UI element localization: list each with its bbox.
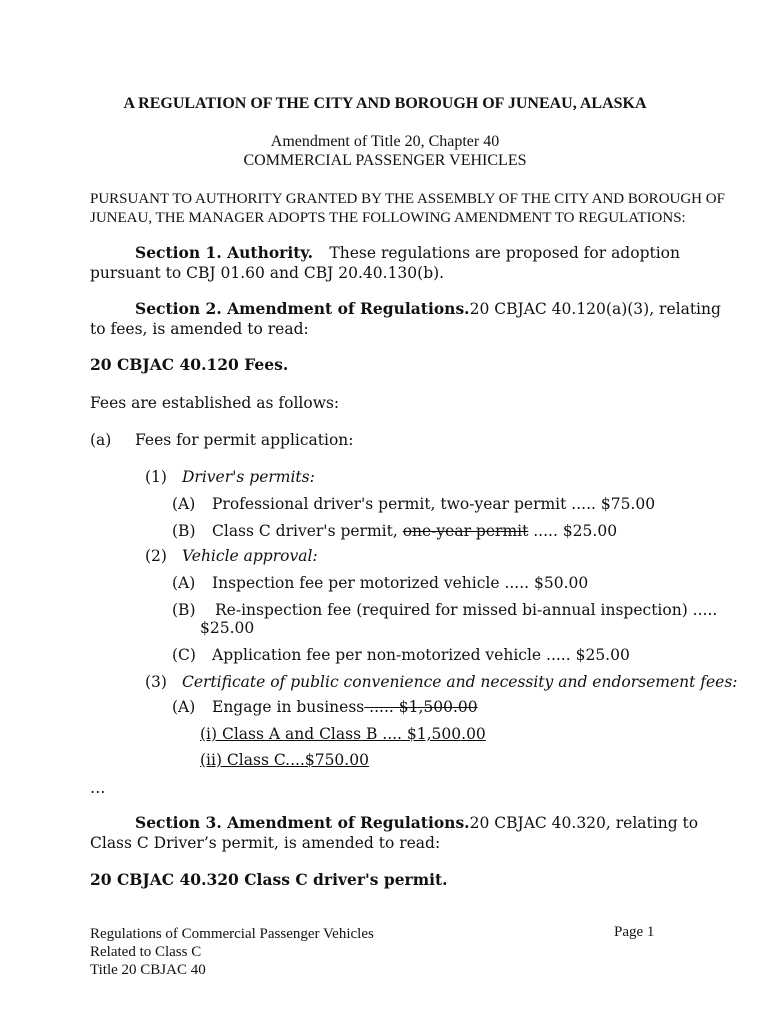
fees-item-2C-text: Application fee per non-motorized vehicle ..... $25.00 [212,646,630,664]
section2-heading: Section 2. Amendment of Regulations. [135,299,470,318]
fees-item-1 [145,467,735,487]
fees-item-2A-text: Inspection fee per motorized vehicle ..... $50.00 [212,574,589,592]
section2-text-1: 20 CBJAC 40.120(a)(3), relating [469,300,721,318]
fees-item-1A [172,494,762,514]
section1-heading: Section 1. Authority. [135,243,314,262]
section2-line-1 [135,299,721,319]
section2-text-2: to fees, is amended to read: [90,320,309,338]
fees-item-1A-text: Professional driver's permit, two-year permit ..... $75.00 [212,495,656,513]
fees-item-3A-label: (A) [172,698,196,716]
fees-intro: Fees are established as follows: [90,394,340,412]
fees-item-2B-text-2: $25.00 [200,619,255,637]
preamble-line-1: PURSUANT TO AUTHORITY GRANTED BY THE ASSEMBLY OF THE CITY AND BOROUGH OF [90,191,725,207]
section3-text-2: Class C Driver’s permit, is amended to read: [90,834,441,852]
fees-item-2C [172,645,762,665]
document-title: A REGULATION OF THE CITY AND BOROUGH OF JUNEAU, ALASKA [123,95,647,112]
document-subtitle-chapter: COMMERCIAL PASSENGER VEHICLES [243,152,527,169]
fees-item-a-label: (a) [90,431,112,449]
document-subtitle-amendment: Amendment of Title 20, Chapter 40 [270,133,500,150]
fees-item-3-text: Certificate of public convenience and necessity and endorsement fees: [182,673,738,691]
section3-line-1 [135,813,699,833]
section3-heading: Section 3. Amendment of Regulations. [135,813,470,832]
fees-item-1-label: (1) [145,468,167,486]
fees-item-1B-text-pre: Class C driver's permit, [212,522,403,540]
fees-item-2 [145,546,735,566]
fees-item-3A-text [212,697,478,717]
fees-item-2B [172,600,718,620]
fees-item-2A-label: (A) [172,574,196,592]
section1-text-1: These regulations are proposed for adoption [329,244,680,262]
fees-item-3A-i: (i) Class A and Class B .... $1,500.00 [200,725,486,743]
fees-item-a-text: Fees for permit application: [135,431,354,449]
fees-item-2A [172,573,762,593]
fees-item-1B [172,521,762,541]
fees-item-3A-ii: (ii) Class C....$750.00 [200,751,369,769]
fees-ellipsis: … [90,779,106,797]
fees-item-1B-text-post: ..... $25.00 [528,522,618,540]
fees-item-1B-text [212,521,617,541]
fees-item-2-text: Vehicle approval: [182,547,318,565]
fees-item-3A [172,697,762,717]
fees-item-1B-label: (B) [172,522,196,540]
footer-line-2: Related to Class C [90,944,202,960]
section3-subheading: 20 CBJAC 40.320 Class C driver's permit. [90,870,448,889]
fees-item-2B-label: (B) [172,601,196,619]
preamble-line-2: JUNEAU, THE MANAGER ADOPTS THE FOLLOWING AMENDMENT TO REGULATIONS: [90,210,686,226]
section3-text-1: 20 CBJAC 40.320, relating to [469,814,699,832]
fees-item-2B-text: Re-inspection fee (required for missed bi-annual inspection) ..... [215,601,718,619]
fees-item-3A-struck: ..... $1,500.00 [364,698,478,716]
footer-line-3: Title 20 CBJAC 40 [90,962,206,978]
fees-item-3-label: (3) [145,673,167,691]
section1-text-2: pursuant to CBJ 01.60 and CBJ 20.40.130(b). [90,264,445,282]
footer-line-1: Regulations of Commercial Passenger Vehicles [90,926,374,942]
page-number: Page 1 [614,924,655,940]
fees-item-3A-text-main: Engage in business [212,698,365,716]
fees-item-a [90,430,680,450]
section1-line-1 [135,243,680,263]
fees-item-1A-label: (A) [172,495,196,513]
fees-item-2-label: (2) [145,547,167,565]
fees-heading: 20 CBJAC 40.120 Fees. [90,355,289,374]
fees-item-2C-label: (C) [172,646,196,664]
fees-item-1B-struck: one-year permit [402,522,529,540]
fees-item-3 [145,672,738,692]
fees-item-1-text: Driver's permits: [182,468,315,486]
